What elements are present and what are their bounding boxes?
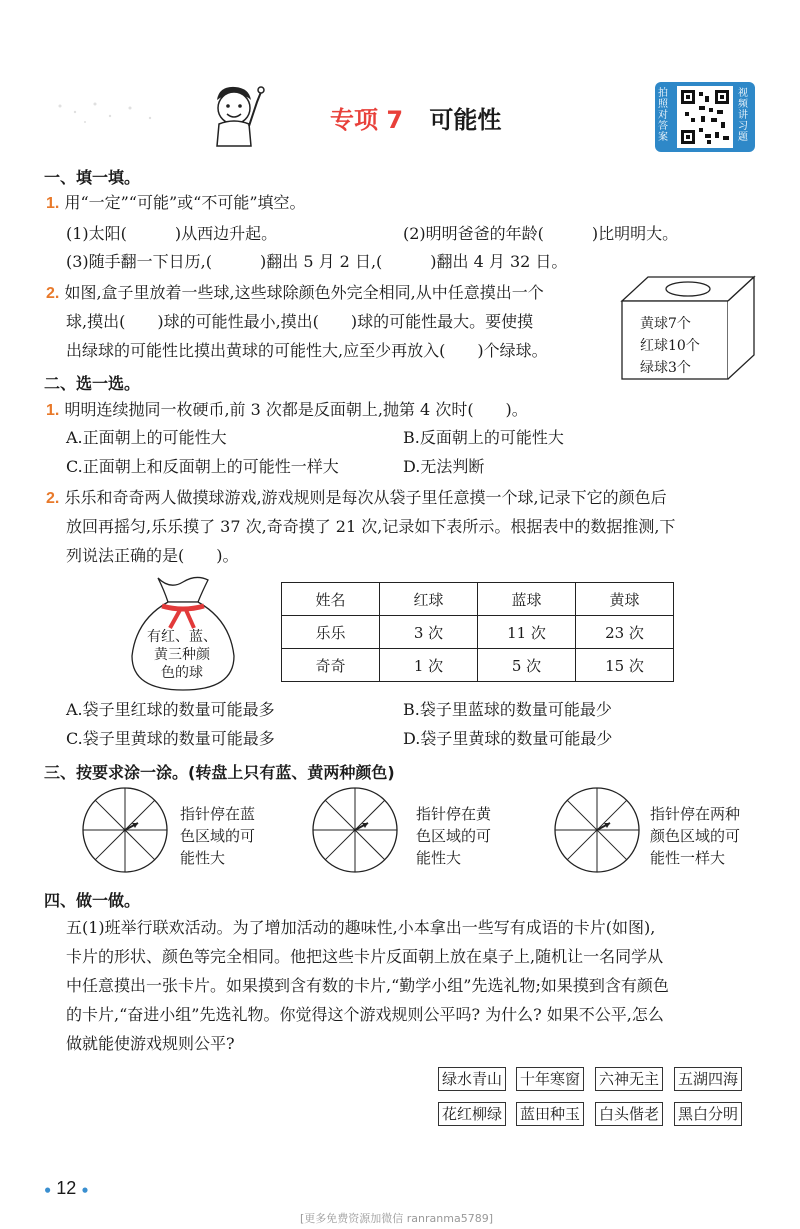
bag-text-line: 有红、蓝、 (147, 629, 217, 645)
spinner-wheel-icon[interactable] (552, 785, 642, 875)
spinner-label-line: 能性大 (416, 849, 462, 867)
dot-icon: ● (44, 1182, 52, 1197)
s2-q2-option-a: A.袋子里红球的数量可能最多 (66, 700, 275, 719)
table-cell: 乐乐 (282, 616, 380, 649)
idiom-card: 花红柳绿 (438, 1102, 506, 1126)
s2-q1-option-a: A.正面朝上的可能性大 (66, 428, 227, 447)
table-header: 蓝球 (478, 583, 576, 616)
table-row (282, 616, 674, 649)
box-label-yellow: 黄球7个 (640, 316, 691, 332)
spinner-wheel-icon[interactable] (310, 785, 400, 875)
page-number (44, 1178, 89, 1199)
s2-q2-line-2: 放回再摇匀,乐乐摸了 37 次,奇奇摸了 21 次,记录如下表所示。根据表中的数据推测,下 (66, 517, 676, 536)
qr-right-label: 视频讲习题 (738, 88, 748, 143)
table-header: 黄球 (576, 583, 674, 616)
table-header: 红球 (380, 583, 478, 616)
sparkle-icon (50, 98, 170, 128)
s4-paragraph-line: 的卡片,“奋进小组”先选礼物。你觉得这个游戏规则公平吗? 为什么? 如果不公平,怎么 (66, 1005, 664, 1024)
qr-code-icon (677, 86, 733, 148)
s2-q1-option-b: B.反面朝上的可能性大 (403, 428, 564, 447)
table-cell: 23 次 (576, 616, 674, 649)
box-label-green: 绿球3个 (640, 360, 691, 376)
box-label-list (640, 313, 700, 379)
idiom-card: 绿水青山 (438, 1067, 506, 1091)
spinner-label-line: 能性一样大 (650, 849, 726, 867)
spinner-2[interactable] (310, 785, 400, 879)
watermark: [更多免费资源加微信 ranranma5789] (300, 1212, 493, 1225)
table-header: 姓名 (282, 583, 380, 616)
bag-text (146, 628, 218, 682)
box-label-red: 红球10个 (640, 338, 700, 354)
spinner-label-line: 指针停在蓝 (180, 805, 256, 823)
qr-code[interactable] (677, 86, 733, 148)
spinner-1[interactable] (80, 785, 170, 879)
table-cell: 5 次 (478, 649, 576, 682)
boy-mascot-icon (205, 82, 265, 148)
idiom-card: 十年寒窗 (516, 1067, 584, 1091)
spinner-3[interactable] (552, 785, 642, 879)
s2-q2-line-1 (46, 488, 667, 509)
s2-q2-option-b: B.袋子里蓝球的数量可能最少 (403, 700, 612, 719)
spinner-3-label (650, 803, 740, 869)
section-1-heading: 一、填一填。 (44, 168, 141, 187)
s2-q2-option-c: C.袋子里黄球的数量可能最多 (66, 729, 275, 748)
table-header-row (282, 583, 674, 616)
s1-q1-item-3: (3)随手翻一下日历,( )翻出 5 月 2 日,( )翻出 4 月 32 日。 (66, 252, 568, 271)
question-number: 1. (46, 402, 60, 419)
s1-q1-item-2: (2)明明爸爸的年龄( )比明明大。 (403, 224, 679, 243)
question-text: 用“一定”“可能”或“不可能”填空。 (64, 193, 306, 212)
section-3-heading: 三、按要求涂一涂。(转盘上只有蓝、黄两种颜色) (44, 763, 395, 782)
idiom-card: 五湖四海 (674, 1067, 742, 1091)
spinner-label-line: 颜色区域的可 (650, 827, 741, 845)
spinner-label-line: 能性大 (180, 849, 226, 867)
s2-q2-option-d: D.袋子里黄球的数量可能最少 (403, 729, 613, 748)
page-number-text: 12 (56, 1178, 77, 1198)
question-number: 2. (46, 285, 60, 302)
table-row (282, 649, 674, 682)
s4-paragraph-line: 卡片的形状、颜色等完全相同。他把这些卡片反面朝上放在桌子上,随机让一名同学从 (66, 947, 664, 966)
table-cell: 11 次 (478, 616, 576, 649)
question-text: 明明连续抛同一枚硬币,前 3 次都是反面朝上,抛第 4 次时( )。 (64, 400, 528, 419)
section-4-heading: 四、做一做。 (44, 891, 141, 910)
page-title (330, 100, 501, 135)
s2-q2-line-3: 列说法正确的是( )。 (66, 546, 239, 565)
s1-q1 (46, 193, 306, 214)
s4-paragraph-line: 中任意摸出一张卡片。如果摸到含有数的卡片,“勤学小组”先选礼物;如果摸到含有颜色 (66, 976, 669, 995)
s2-q1-option-c: C.正面朝上和反面朝上的可能性一样大 (66, 457, 339, 476)
table-cell: 1 次 (380, 649, 478, 682)
spinner-label-line: 色区域的可 (180, 827, 256, 845)
bag-text-line: 黄三种颜 (154, 647, 210, 663)
question-text: 乐乐和奇奇两人做摸球游戏,游戏规则是每次从袋子里任意摸一个球,记录下它的颜色后 (64, 488, 667, 507)
idiom-card: 黑白分明 (674, 1102, 742, 1126)
s4-paragraph-line: 做就能使游戏规则公平? (66, 1034, 235, 1053)
spinner-label-line: 指针停在黄 (416, 805, 492, 823)
idiom-card: 蓝田种玉 (516, 1102, 584, 1126)
spinner-wheel-icon[interactable] (80, 785, 170, 875)
s2-q1 (46, 400, 528, 421)
spinner-2-label (416, 803, 491, 869)
qr-left-label: 拍照对答案 (658, 88, 668, 143)
spinner-label-line: 色区域的可 (416, 827, 492, 845)
decorative-sparkles (50, 98, 170, 128)
spinner-1-label (180, 803, 255, 869)
bag-text-line: 色的球 (161, 665, 203, 681)
ball-bag (128, 572, 238, 694)
s4-paragraph-line: 五(1)班举行联欢活动。为了增加活动的趣味性,小本拿出一些写有成语的卡片(如图), (66, 918, 656, 937)
spinner-label-line: 指针停在两种 (650, 805, 741, 823)
title-text: 可能性 (429, 106, 502, 134)
s2-q1-option-d: D.无法判断 (403, 457, 485, 476)
title-number: 专项 7 (330, 106, 404, 134)
qr-panel[interactable] (655, 82, 755, 152)
question-text: 如图,盒子里放着一些球,这些球除颜色外完全相同,从中任意摸出一个 (64, 283, 544, 302)
s1-q1-item-1: (1)太阳( )从西边升起。 (66, 224, 278, 243)
question-number: 1. (46, 195, 60, 212)
table-cell: 15 次 (576, 649, 674, 682)
s1-q2-line-2: 球,摸出( )球的可能性最小,摸出( )球的可能性最大。要使摸 (66, 312, 534, 331)
ball-box (618, 273, 758, 387)
table-cell: 3 次 (380, 616, 478, 649)
s1-q2-line-3: 出绿球的可能性比摸出黄球的可能性大,应至少再放入( )个绿球。 (66, 341, 548, 360)
idiom-card: 白头偕老 (595, 1102, 663, 1126)
s1-q2-line-1 (46, 283, 544, 304)
section-2-heading: 二、选一选。 (44, 374, 141, 393)
question-number: 2. (46, 490, 60, 507)
boy-mascot (205, 82, 265, 152)
table-cell: 奇奇 (282, 649, 380, 682)
ball-record-table (281, 582, 674, 682)
idiom-card: 六神无主 (595, 1067, 663, 1091)
dot-icon: ● (81, 1182, 89, 1197)
